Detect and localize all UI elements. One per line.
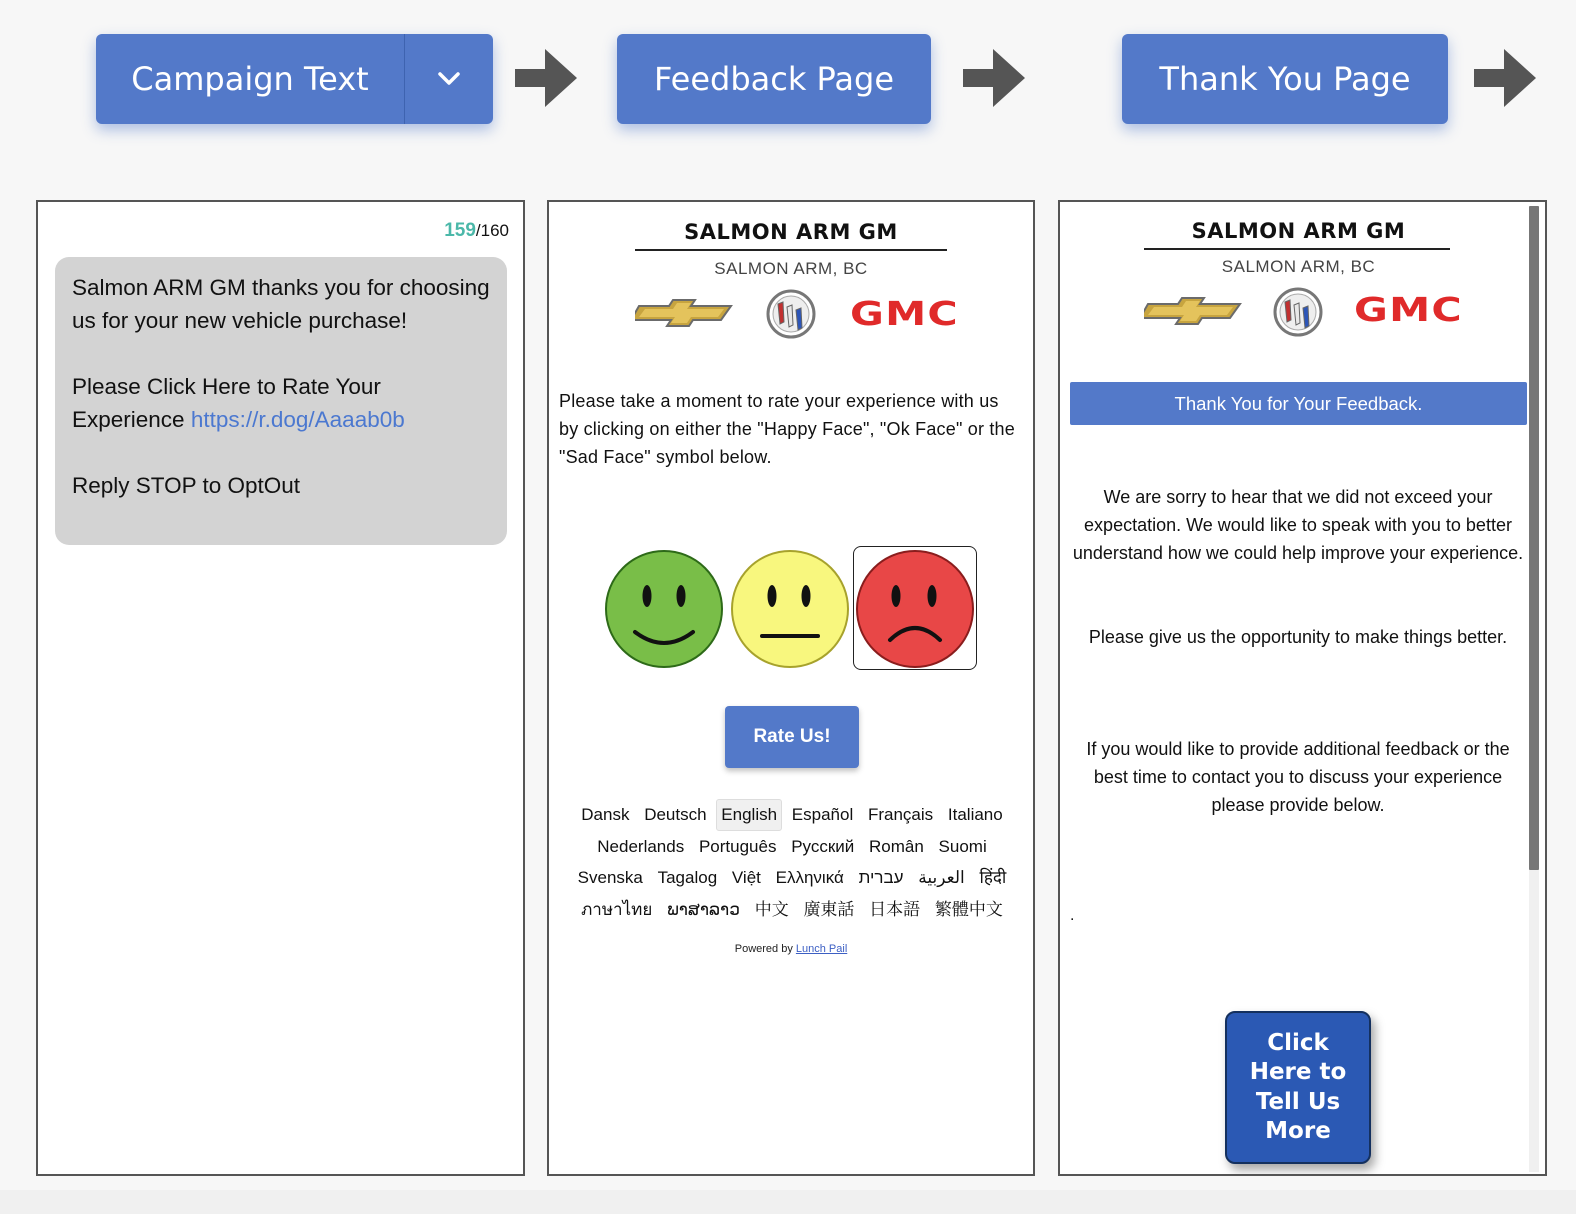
arrow-right-icon (963, 49, 1025, 107)
character-count-used: 159 (444, 220, 476, 241)
language-option[interactable]: Nederlands (597, 836, 685, 856)
sms-rate-line (72, 370, 490, 436)
happy-face-icon[interactable] (605, 550, 723, 668)
language-option[interactable]: हिंदी (979, 868, 1007, 887)
language-option[interactable]: 廣東話 (803, 899, 855, 919)
apology-paragraph: We are sorry to hear that we did not exceed your expectation. We would like to speak with you to better understand how we could help improve your experience. (1072, 487, 1524, 563)
language-option[interactable]: 中文 (754, 899, 789, 919)
dealer-city: SALMON ARM, BC (1221, 257, 1376, 276)
thank-you-page-label: Thank You Page (1159, 60, 1411, 98)
language-option[interactable]: Român (869, 836, 924, 856)
gmc-logo: GMC (1354, 290, 1463, 329)
dealer-name: SALMON ARM GM (684, 220, 898, 244)
buick-tri-shield-logo-icon (765, 288, 817, 340)
additional-feedback-paragraph: If you would like to provide additional feedback or the best time to contact you to discuss your experience please provide below. (1086, 739, 1510, 815)
arrow-right-icon (1474, 49, 1536, 107)
language-option[interactable]: Việt (731, 868, 761, 887)
character-counter (444, 220, 509, 242)
language-option[interactable]: Русский (791, 836, 855, 856)
opportunity-paragraph: Please give us the opportunity to make things better. (1088, 627, 1508, 647)
campaign-text-panel (36, 200, 525, 1176)
sms-rate-text: Please Click Here to Rate Your Experience (72, 374, 381, 432)
dealer-name: SALMON ARM GM (1191, 219, 1406, 243)
thank-you-page-panel (1058, 200, 1547, 1176)
placeholder-dot: . (1070, 907, 1075, 924)
language-option[interactable]: ພາສາລາວ (667, 899, 740, 919)
sms-message-bubble (55, 257, 507, 545)
chevron-down-icon[interactable] (405, 34, 493, 124)
sms-optout-line: Reply STOP to OptOut (72, 473, 301, 498)
language-option[interactable]: العربية (918, 868, 965, 887)
arrow-right-icon (515, 49, 577, 107)
language-option[interactable]: Tagalog (657, 868, 718, 887)
language-option[interactable]: עברית (858, 868, 904, 887)
thank-you-page-step-button[interactable] (1122, 34, 1448, 124)
dealer-city: SALMON ARM, BC (714, 259, 868, 278)
powered-by-footer (549, 943, 1033, 955)
chevrolet-bowtie-logo-icon (1144, 296, 1242, 326)
bottom-scroll-area (0, 1190, 1576, 1214)
gmc-logo: GMC (850, 294, 959, 333)
language-option[interactable]: ภาษาไทย (581, 899, 653, 919)
tell-us-more-button[interactable]: Click Here to Tell Us More (1225, 1011, 1371, 1164)
language-option[interactable]: Suomi (938, 836, 987, 856)
dealer-divider (1144, 248, 1450, 250)
language-option[interactable]: 日本語 (869, 899, 921, 919)
brand-logos (549, 284, 1033, 344)
scrollbar-thumb[interactable] (1529, 206, 1539, 870)
ok-face-icon[interactable] (731, 550, 849, 668)
language-option[interactable]: Ελληνικά (775, 868, 844, 887)
campaign-text-label: Campaign Text (131, 60, 369, 98)
language-option[interactable]: English (716, 799, 782, 831)
rating-faces (605, 546, 985, 676)
sad-face-icon[interactable] (856, 550, 974, 668)
chevrolet-bowtie-logo-icon (635, 298, 733, 328)
language-selector (559, 799, 1025, 925)
sms-thanks-line: Salmon ARM GM thanks you for choosing us for your new vehicle purchase! (72, 275, 490, 333)
thank-you-banner: Thank You for Your Feedback. (1070, 382, 1527, 425)
powered-by-text: Powered by (734, 943, 796, 955)
character-count-total: /160 (475, 221, 509, 240)
language-option[interactable]: 繁體中文 (934, 899, 1003, 919)
lunch-pail-link[interactable]: Lunch Pail (795, 943, 848, 955)
buick-tri-shield-logo-icon (1272, 286, 1324, 338)
feedback-page-label: Feedback Page (653, 60, 895, 98)
language-option[interactable]: Deutsch (644, 805, 707, 824)
language-option[interactable]: Español (791, 805, 854, 824)
language-option[interactable]: Svenska (577, 868, 643, 887)
feedback-instructions: Please take a moment to rate your experience with us by clicking on either the "Happy Face", "Ok Face" or the "Sad Face" symbol below. (559, 391, 1015, 467)
language-option[interactable]: Dansk (581, 805, 630, 824)
language-option[interactable]: Italiano (947, 805, 1003, 824)
feedback-page-panel (547, 200, 1035, 1176)
rate-us-button[interactable]: Rate Us! (725, 706, 859, 768)
campaign-text-step-button[interactable] (96, 34, 493, 124)
dealer-divider (635, 249, 947, 251)
brand-logos (1060, 282, 1545, 342)
feedback-page-step-button[interactable] (617, 34, 931, 124)
language-option[interactable]: Français (867, 805, 934, 824)
sms-survey-link[interactable]: https://r.dog/Aaaab0b (190, 407, 405, 432)
language-option[interactable]: Português (698, 836, 777, 856)
